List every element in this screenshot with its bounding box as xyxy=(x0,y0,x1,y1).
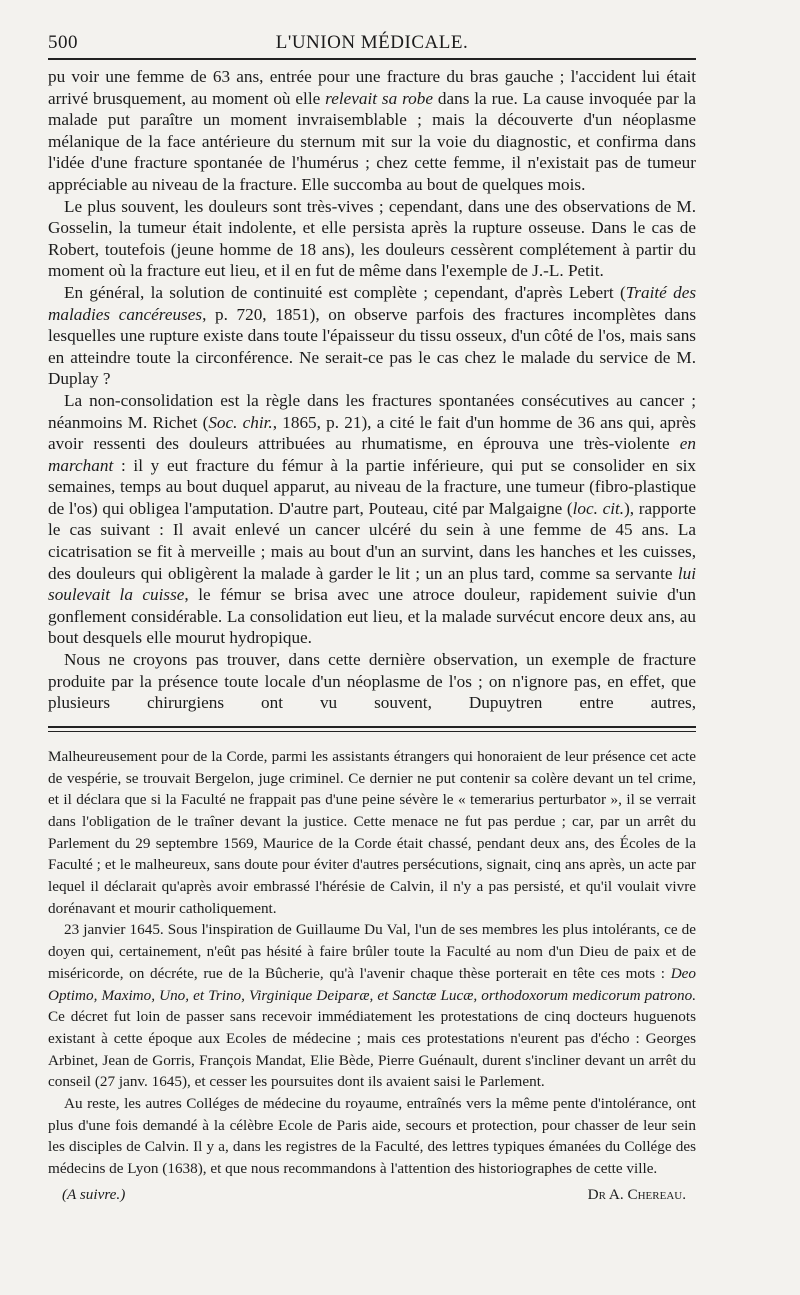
text-run: dans la rue. La cause invoquée par la malade put paraître un moment invraisemblable ; mais la découverte d'un néoplasme mélanique de la face antérieure du sternum mit sur la voie du diagnostic, et confirma dans l'idée d'une fracture spontanée de l'humérus ; chez cette femme, il n'existait pas de tumeur appréciable au niveau de la fracture. Elle succomba au bout de quelques mois. xyxy=(48,88,697,194)
main-text xyxy=(48,66,696,714)
text-run: Ce décret fut loin de passer sans recevoir immédiatement les protestations de cinq docteurs huguenots existant à cette époque aux Ecoles de médecine ; mais ces protestations n'eurent pas d'écho : Georges Arbinet, Jean de Gorris, François Mandat, Elie Bède, Pierre Guénault, durent s'incliner devant un arrêt du conseil (27 janv. 1645), et cesser les poursuites dont ils avaient saisi le Parlement. xyxy=(48,1008,696,1091)
paragraph-3 xyxy=(48,282,696,390)
paragraph-1 xyxy=(48,66,696,196)
signature-line xyxy=(48,1182,696,1206)
italic-run: en marchant xyxy=(48,434,696,475)
separator-rule-thin xyxy=(48,731,696,732)
page-number: 500 xyxy=(48,32,78,53)
italic-run: lui soulevait la cuisse xyxy=(48,563,696,605)
note-paragraph-1: Malheureusement pour de la Corde, parmi les assistants étrangers qui honoraient de leur présence cet acte de vespérie, se trouvait Bergelon, juge criminel. Ce dernier ne put contenir sa colère devant un tel crime, et il déclara que si la Faculté ne frappait pas d'une peine sévère le « temerarius perturbator », il se verrait dans l'obligation de le traîner devant la justice. Cette menace ne fut pas perdue ; car, par un arrêt du Parlement du 29 septembre 1569, Maurice de la Corde était chassé, pendant deux ans, des Écoles de la Faculté ; et le malheureux, sans doute pour éviter d'autres persécutions, signait, cinq ans après, un acte par lequel il déclarait qu'après avoir embrassé l'hérésie de Calvin, il n'y a pas persisté, et qu'il voulait vivre dorénavant et mourir catholiquement. xyxy=(48,747,696,917)
author-signature: Dr A. Chereau. xyxy=(587,1185,686,1203)
italic-run: loc. cit. xyxy=(572,498,625,518)
italic-run: Deo Optimo, Maximo, Uno, et Trino, Virginique Deiparæ, et Sanctæ Lucæ, orthodoxorum medicorum patrono. xyxy=(48,964,696,1004)
paragraph-5: Nous ne croyons pas trouver, dans cette dernière observation, un exemple de fracture produite par la présence toute locale d'un néoplasme de l'os ; on n'ignore pas, en effet, que plusieurs chirurgiens ont vu souvent, Dupuytren entre autres, xyxy=(48,650,696,713)
italic-run: relevait sa robe xyxy=(325,88,433,108)
text-run: pu voir une femme de 63 ans, entrée pour une fracture du bras gauche ; l'accident lui était arrivé brusquement, au moment où elle xyxy=(48,67,696,108)
page xyxy=(48,24,696,1206)
text-run: La non-consolidation est la règle dans les fractures spontanées consécutives au cancer ; néanmoins M. Richet ( xyxy=(48,390,696,432)
text-run: : il y eut fracture du fémur à la partie inférieure, qui put se consolider en six semaines, temps au bout duquel apparut, au niveau de la fracture, une tumeur (fibro-plastique de l'os) qui obligea l'amputation. D'autre part, Pouteau, cité par Malgaigne ( xyxy=(48,455,696,518)
note-paragraph-3: Au reste, les autres Colléges de médecine du royaume, entraînés vers la même pente d'intolérance, ont plus d'une fois demandé à la célèbre Ecole de Paris aide, secours et protection, pour chasser de leur sein les disciples de Calvin. Il y a, dans les registres de la Faculté, des lettres typiques émanées du Collége des médecins de Lyon (1638), et que nous recommandons à l'attention des historiographes de cette ville. xyxy=(48,1095,696,1178)
footnote-separator xyxy=(48,726,696,732)
text-run: 23 janvier 1645. Sous l'inspiration de Guillaume Du Val, l'un de ses membres les plus intolérants, ce de doyen qui, certainement, n'eût pas hésité à faire brûler toute la Faculté au nom d'un Dieu de paix et de miséricorde, on décréte, rue de la Bûcherie, qu'à l'avenir chaque thèse porterait en tête ces mots : xyxy=(48,921,696,982)
paragraph-4 xyxy=(48,390,696,649)
text-run: En général, la solution de continuité est complète ; cependant, d'après Lebert ( xyxy=(64,282,626,302)
note-paragraph-2 xyxy=(48,919,696,1093)
text-run: ), rapporte le cas suivant : Il avait enlevé un cancer ulcéré du sein à une femme de 45 ans. La cicatrisation se fit à merveille ; mais au bout d'un an survint, dans les hanches et les cuisses, des douleurs qui obligèrent la malade à garder le lit ; un an plus tard, comme sa servante xyxy=(48,498,696,583)
paragraph-2: Le plus souvent, les douleurs sont très-vives ; cependant, dans une des observations de M. Gosselin, la tumeur était indolente, et elle persista après la rupture osseuse. Dans le cas de Robert, toutefois (jeune homme de 18 ans), les douleurs cessèrent complétement à partir du moment où la fracture eut lieu, et il en fut de même dans l'exemple de J.-L. Petit. xyxy=(48,196,696,281)
text-run: , p. 720, 1851), on observe parfois des fractures incomplètes dans lesquelles une rupture existe dans toute l'épaisseur du tissu osseux, d'un côté de l'os, mais sans en atteindre toute la circonférence. Ne serait-ce pas le cas chez le malade du service de M. Duplay ? xyxy=(48,304,697,389)
journal-title: L'UNION MÉDICALE. xyxy=(275,32,469,53)
text-run: , le fémur se brisa avec une atroce douleur, rapidement suivie d'un gonflement considérable. La consolidation eut lieu, et la malade survécut encore deux ans, au bout desquels elle mourut hydropique. xyxy=(48,585,696,648)
italic-run: Traité des maladies cancéreuses xyxy=(48,282,697,324)
running-header xyxy=(48,24,696,58)
feuilleton-text xyxy=(48,746,696,1180)
to-be-continued: (A suivre.) xyxy=(62,1185,126,1203)
header-rule xyxy=(48,58,696,60)
text-run: , 1865, p. 21), a cité le fait d'un homme de 36 ans qui, après avoir ressenti des douleurs attribuées au rhumatisme, en éprouva une très-violente xyxy=(48,412,696,454)
italic-run: Soc. chir. xyxy=(208,412,273,432)
separator-rule-thick xyxy=(48,726,696,728)
